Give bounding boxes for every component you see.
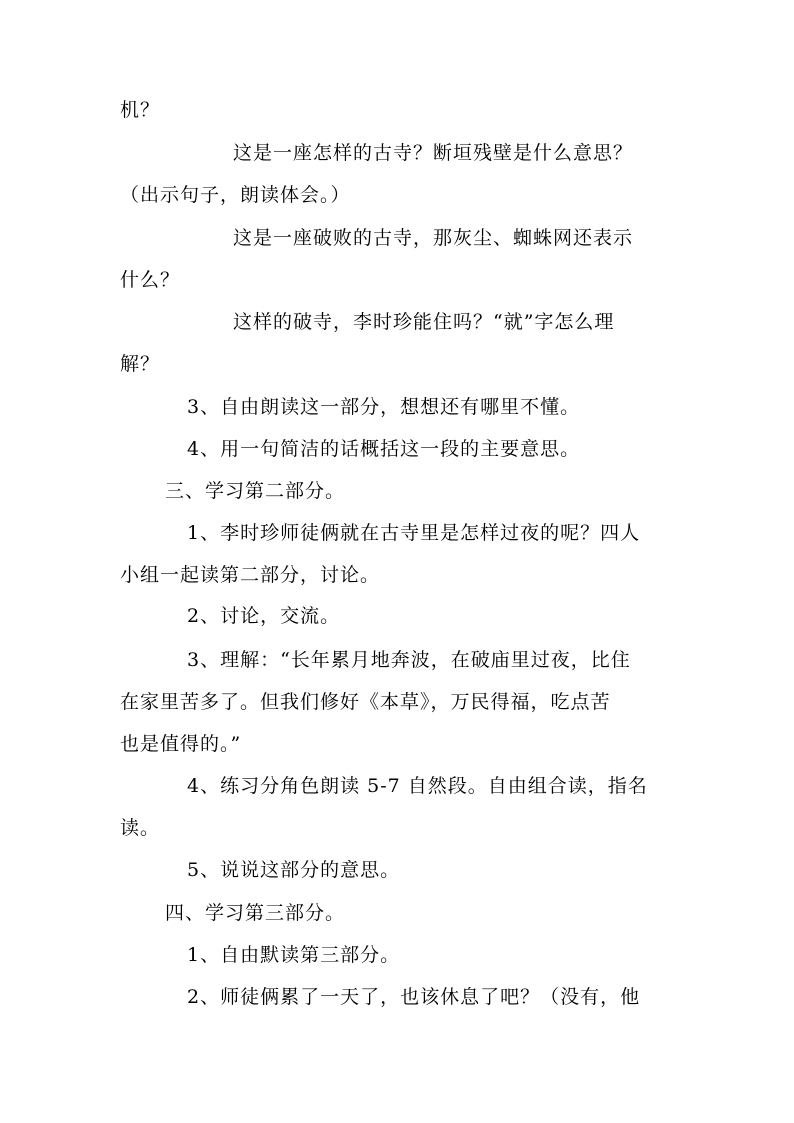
text-line: 读。 bbox=[120, 817, 161, 839]
text-line: 2、师徒俩累了一天了，也该休息了吧？（没有，他 bbox=[187, 986, 641, 1008]
text-line: 机？ bbox=[120, 99, 161, 121]
text-line: 这是一座破败的古寺，那灰尘、蜘蛛网还表示 bbox=[233, 227, 634, 249]
text-line: 4、用一句简洁的话概括这一段的主要意思。 bbox=[187, 438, 581, 460]
section-heading: 四、学习第三部分。 bbox=[165, 902, 346, 924]
text-line: 3、自由朗读这一部分，想想还有哪里不懂。 bbox=[187, 396, 581, 418]
text-line: 5、说说这部分的意思。 bbox=[187, 859, 401, 881]
text-line: 1、自由默读第三部分。 bbox=[187, 944, 401, 966]
text-line: 2、讨论，交流。 bbox=[187, 605, 341, 627]
text-line: 1、李时珍师徒俩就在古寺里是怎样过夜的呢？四人 bbox=[187, 522, 641, 544]
section-heading: 三、学习第二部分。 bbox=[165, 480, 346, 502]
text-line: （出示句子，朗读体会。） bbox=[120, 184, 351, 206]
text-line: 这是一座怎样的古寺？断垣残壁是什么意思？ bbox=[233, 142, 634, 164]
text-line: 4、练习分角色朗读 5-7 自然段。自由组合读，指名 bbox=[187, 775, 648, 797]
text-line: 什么？ bbox=[120, 269, 181, 291]
text-line: 在家里苦多了。但我们修好《本草》，万民得福，吃点苦 bbox=[120, 691, 611, 713]
text-line: 这样的破寺，李时珍能住吗？“就”字怎么理 bbox=[233, 311, 615, 333]
text-line: 3、理解：“长年累月地奔波，在破庙里过夜，比住 bbox=[187, 649, 631, 671]
text-line: 也是值得的。” bbox=[120, 733, 242, 755]
text-line: 小组一起读第二部分，讨论。 bbox=[120, 564, 381, 586]
text-line: 解？ bbox=[120, 353, 161, 375]
